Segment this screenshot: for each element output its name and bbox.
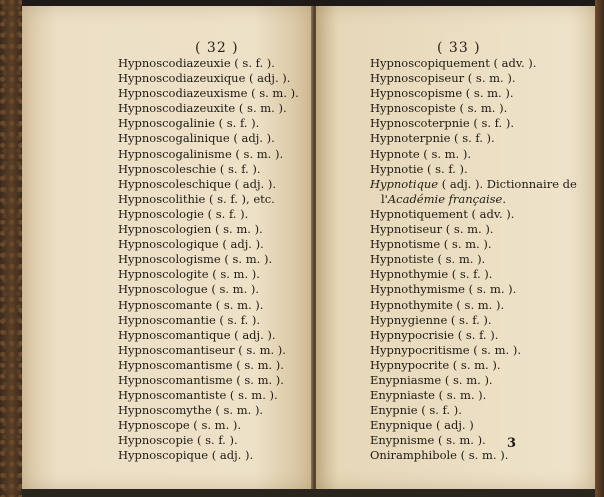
dictionary-entry: Hypnoscopiste ( s. m. ). [370,101,508,116]
dictionary-entry: Hypnothymite ( s. m. ). [370,297,505,312]
dictionary-entry: Hypnoscomantiste ( s. m. ). [118,388,278,403]
highlight-suffix: . [502,191,507,206]
dictionary-entry: Hypnoscopiquement ( adv. ). [370,56,537,70]
dictionary-entry: Hypnypocrite ( s. m. ). [370,357,501,372]
dictionary-entry: Hypnoscodiazeuxisme ( s. m. ). [118,86,299,101]
highlight-word: Hypnotique [370,176,439,191]
dictionary-entry: Hypnoscologien ( s. m. ). [118,222,263,237]
dictionary-entry: Hypnoscopiseur ( s. m. ). [370,71,516,86]
dictionary-entry: Enypnique ( adj. ) [370,418,474,433]
dictionary-entry: Hypnoscomantisme ( s. m. ). [118,372,284,387]
highlight-prefix: l' [381,191,388,206]
dictionary-entry: Hypnotiquement ( adv. ). [370,206,515,221]
dictionary-entry: Hypnoscoterpnie ( s. f. ). [370,116,514,131]
cover-edge-right [595,0,604,497]
dictionary-entry: Hypnoscogalinie ( s. f. ). [118,116,260,131]
dictionary-entry: Hypnoscogalinisme ( s. m. ). [118,146,284,161]
dictionary-entry: Hypnoscoleschique ( adj. ). [118,176,277,191]
highlight-rest: ( adj. ). Dictionnaire de [438,176,577,191]
dictionary-entry: Hypnoscologique ( adj. ). [118,237,264,252]
dictionary-entry: Enypnisme ( s. m. ). [370,433,486,448]
dictionary-entry: Hypnoscologite ( s. m. ). [118,267,260,282]
dictionary-entry: Hypnoscologue ( s. m. ). [118,282,260,297]
dictionary-entry: Hypnoscopisme ( s. m. ). [370,86,514,101]
dictionary-entry: Hypnoscoleschie ( s. f. ). [118,161,261,176]
dictionary-entry: Hypnoscomantie ( s. f. ). [118,312,261,327]
dictionary-entry: Hypnoscologisme ( s. m. ). [118,252,273,267]
dictionary-entry: Hypnoscomante ( s. m. ). [118,297,264,312]
highlight-entry-line1 [370,177,577,192]
signature-mark: 3 [507,436,517,451]
dictionary-entry: Hypnotiseur ( s. m. ). [370,222,494,237]
left-page-number: ( 32 ) [195,40,239,56]
dictionary-entry: Hypnypocritisme ( s. m. ). [370,342,521,357]
dictionary-entry: Hypnoterpnie ( s. f. ). [370,131,495,146]
left-entry-list [118,56,299,464]
dictionary-entry: Hypnoscomantisme ( s. m. ). [118,357,284,372]
right-entry-list [370,56,577,464]
dictionary-entry: Hypnoscogalinique ( adj. ). [118,131,275,146]
highlight-source: Académie française [387,191,503,206]
dictionary-entry: Oniramphibole ( s. m. ). [370,448,509,463]
dictionary-entry: Hypnothymie ( s. f. ). [370,267,493,282]
dictionary-entry: Hypnoscomantique ( adj. ). [118,327,276,342]
dictionary-entry: Hypnotie ( s. f. ). [370,161,468,176]
dictionary-entry: Hypnote ( s. m. ). [370,146,472,161]
dictionary-entry: Hypnoscodiazeuxite ( s. m. ). [118,101,287,116]
dictionary-entry: Hypnypocrisie ( s. f. ). [370,327,499,342]
dictionary-entry: Hypnoscope ( s. m. ). [118,418,242,433]
dictionary-entry: Hypnoscomythe ( s. m. ). [118,403,264,418]
dictionary-entry: Hypnoscopie ( s. f. ). [118,433,238,448]
marbled-cover-left [0,0,22,497]
dictionary-entry: Hypnoscomantiseur ( s. m. ). [118,342,286,357]
dictionary-entry: Hypnygienne ( s. f. ). [370,312,492,327]
dictionary-entry: Hypnotiste ( s. m. ). [370,252,486,267]
right-page-number: ( 33 ) [437,40,481,56]
dictionary-entry: Hypnothymisme ( s. m. ). [370,282,517,297]
dictionary-entry: Hypnoscodiazeuxie ( s. f. ). [118,56,275,70]
dictionary-entry: Hypnoscolithie ( s. f. ), etc. [118,191,275,206]
dictionary-entry: Hypnoscopique ( adj. ). [118,448,254,463]
highlight-entry-line2 [370,192,577,207]
dictionary-entry: Enypnie ( s. f. ). [370,403,462,418]
dictionary-entry: Hypnotisme ( s. m. ). [370,237,492,252]
dictionary-entry: Hypnoscodiazeuxique ( adj. ). [118,71,291,86]
dictionary-entry: Enypniaste ( s. m. ). [370,388,487,403]
dictionary-entry: Hypnoscologie ( s. f. ). [118,206,249,221]
dictionary-entry: Enypniasme ( s. m. ). [370,372,493,387]
